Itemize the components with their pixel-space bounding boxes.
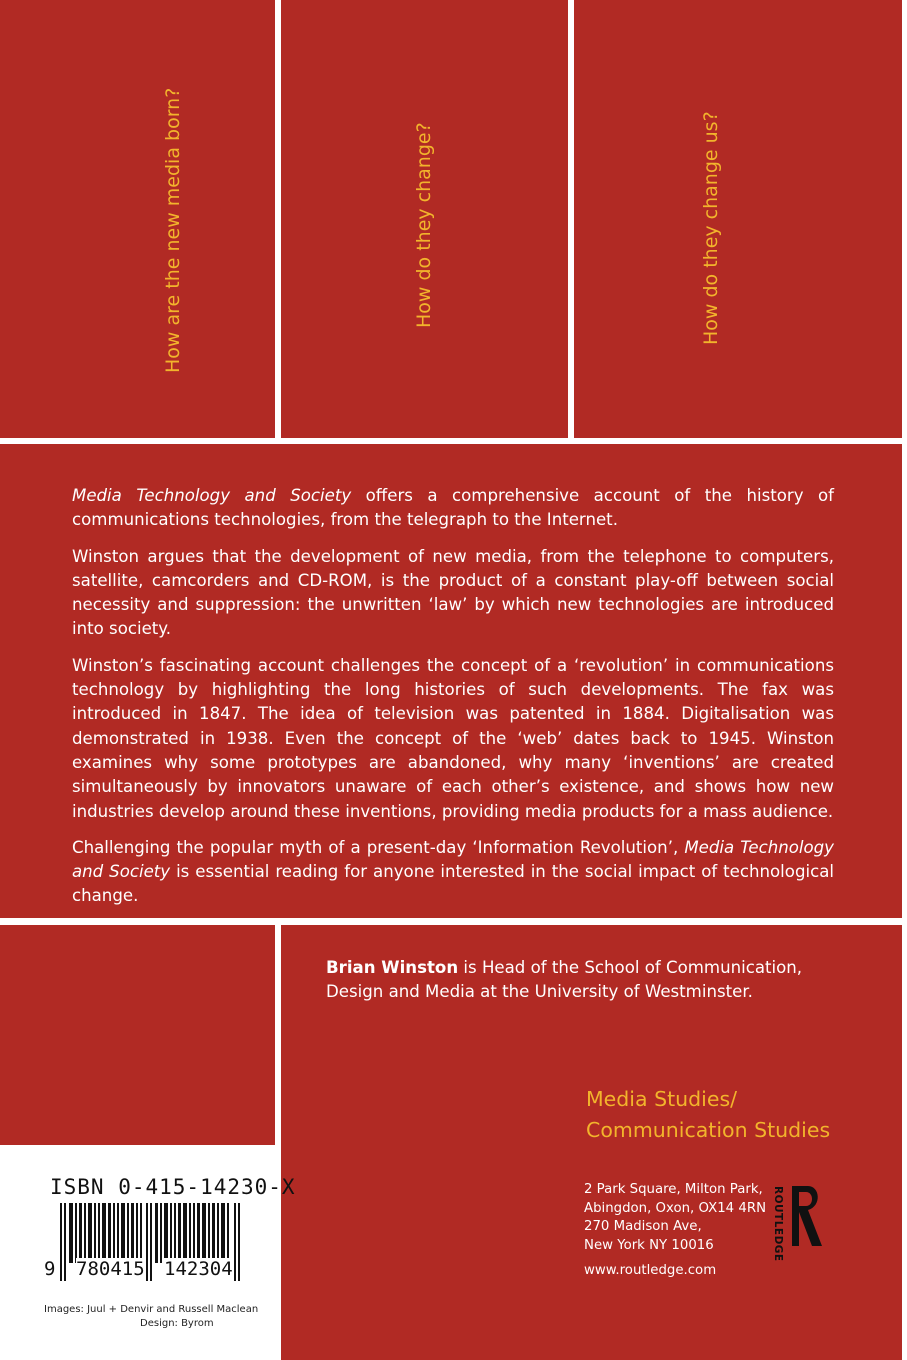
- description-text: is essential reading for anyone interested in the social impact of technological change.: [72, 862, 834, 906]
- description-text: offers a comprehensive account of the history of communications technologies, from the telegraph to the Internet.: [72, 486, 834, 530]
- address-line: New York NY 10016: [584, 1237, 714, 1253]
- isbn-number: ISBN 0-415-14230-X: [50, 1175, 296, 1199]
- publisher-url[interactable]: www.routledge.com: [584, 1263, 717, 1278]
- publisher-address: [584, 1181, 784, 1255]
- author-bio: [326, 956, 846, 1005]
- address-line: 270 Madison Ave,: [584, 1219, 702, 1234]
- subject-line-2: Communication Studies: [586, 1118, 831, 1142]
- barcode-lead-digit: 9: [44, 1258, 56, 1280]
- description-paragraph-3: Winston’s fascinating account challenges the concept of a ‘revolution’ in communications technology by highlighting the long histories of such developments. The fax was introduced in 1847. The idea of television was patented in 1884. Digitalisation was demonstrated in 1938. Even the concept of the ‘web’ dates back to 1945. Winston examines why some prototypes are abandoned, why many ‘inventions’ are created simultaneously by innovators unaware of each other’s existence, and shows how new industries develop around these inventions, providing media products for a mass audience.: [72, 655, 834, 821]
- publisher-logo-text: ROUTLEDGE: [772, 1186, 784, 1262]
- design-credit: Design: Byrom: [140, 1318, 214, 1329]
- top-panel-3: [574, 0, 902, 438]
- book-title: Media Technology and Society: [72, 486, 352, 505]
- address-line: Abingdon, Oxon, OX14 4RN: [584, 1200, 767, 1216]
- subject-category: [586, 1084, 886, 1146]
- subject-line-1: Media Studies/: [586, 1087, 738, 1111]
- book-description: [72, 484, 834, 921]
- routledge-logo-icon: [786, 1184, 826, 1250]
- description-text: Challenging the popular myth of a present-day ‘Information Revolution’,: [72, 837, 685, 857]
- description-paragraph-2: Winston argues that the development of new media, from the telephone to computers, satellite, camcorders and CD-ROM, is the product of a constant play-off between social necessity and suppression: the unwritten ‘law’ by which new technologies are introduced into society.: [72, 546, 834, 639]
- image-credits: [44, 1303, 258, 1331]
- question-1: How are the new media born?: [162, 87, 184, 373]
- description-paragraph-1: [72, 484, 834, 533]
- barcode-digits-left: 780415: [76, 1258, 145, 1280]
- question-3: How do they change us?: [700, 111, 722, 345]
- book-title: Media Technology and Society: [72, 837, 834, 882]
- barcode-digits-right: 142304: [164, 1258, 233, 1280]
- images-credit: Images: Juul + Denvir and Russell Maclean: [44, 1304, 259, 1315]
- author-name: Brian Winston: [326, 958, 459, 977]
- bottom-left-panel: [0, 925, 275, 1145]
- top-panel-1: [0, 0, 275, 438]
- author-bio-text: is Head of the School of Communication, Design and Media at the University of Westminster.: [326, 958, 803, 1002]
- description-paragraph-4: [72, 836, 834, 909]
- question-2: How do they change?: [413, 122, 435, 328]
- address-line: 2 Park Square, Milton Park,: [584, 1182, 763, 1197]
